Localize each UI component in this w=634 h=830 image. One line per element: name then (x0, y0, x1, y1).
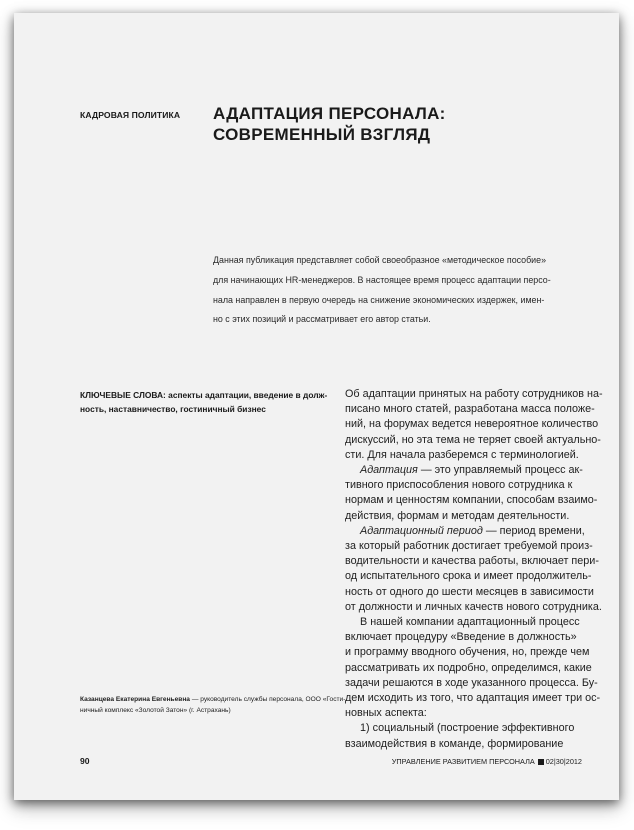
body-line: ний, на форумах ведется невероятное количество (345, 418, 599, 431)
body-line: от должности и личных качеств нового сотрудника. (345, 600, 602, 613)
lead-line: нала направлен в первую очередь на снижение экономических издержек, имен- (213, 294, 545, 305)
section-label: КАДРОВАЯ ПОЛИТИКА (80, 110, 181, 120)
page-number: 90 (80, 756, 90, 766)
author-role: — руководитель службы персонала, ООО «Гости- (189, 696, 346, 703)
issue-number: 02|30|2012 (545, 757, 582, 766)
body-line: действия, формам и методам деятельности. (345, 509, 570, 522)
definition-text: — период времени, (482, 524, 585, 537)
body-line: Об адаптации принятых на работу сотрудников на- (345, 388, 603, 400)
author-line: ничный комплекс «Золотой Затон» (г. Астрахань) (80, 707, 231, 714)
term-adaptation: Адаптация (360, 464, 418, 477)
author-line (80, 694, 346, 705)
body-line: тивного приспособления нового сотрудника к (345, 479, 573, 492)
body-line: новных аспекта: (345, 707, 427, 720)
keywords-block (80, 389, 328, 416)
body-line: писано много статей, разработана масса положе- (345, 403, 595, 416)
body-line: водительности и качества работы, включает пери- (345, 555, 599, 568)
journal-footer (392, 757, 582, 766)
keywords-label: КЛЮЧЕВЫЕ СЛОВА: (80, 390, 166, 400)
square-bullet-icon (538, 759, 544, 765)
author-note (80, 694, 346, 716)
body-line: ность от одного до шести месяцев в зависимости (345, 585, 594, 598)
body-line: рассматривать их подробно, определимся, какие (345, 661, 592, 674)
author-name: Казанцева Екатерина Евгеньевна (80, 696, 190, 703)
body-line: 1) социальный (построение эффективного (360, 722, 575, 735)
lead-line: Данная публикация представляет собой своеобразное «методическое пособие» (213, 255, 547, 265)
keywords-line: ность, наставничество, гостиничный бизнес (80, 403, 266, 414)
body-line: сти. Для начала разберемся с терминологией. (345, 448, 579, 461)
title-line: СОВРЕМЕННЫЙ ВЗГЛЯД (213, 125, 431, 144)
keywords-line (80, 389, 328, 403)
journal-name: УПРАВЛЕНИЕ РАЗВИТИЕМ ПЕРСОНАЛА (391, 757, 535, 766)
body-line: В нашей компании адаптационный процесс (360, 616, 580, 629)
body-line: включает процедуру «Введение в должность» (345, 631, 577, 644)
body-line: нормам и ценностям компании, способам взаимо- (345, 494, 598, 507)
body-line: дискуссий, но эта тема не теряет своей актуально- (345, 433, 601, 446)
lead-line: но с этих позиций и рассматривает его автор статьи. (213, 314, 431, 325)
term-adaptation-period: Адаптационный период (360, 524, 483, 537)
definition-text: — это управляемый процесс ак- (417, 464, 583, 477)
lead-line: для начинающих HR-менеджеров. В настоящее время процесс адаптации персо- (213, 274, 551, 285)
body-line: и программу вводного обучения, но, прежде чем (345, 646, 590, 659)
body-line: задачи решаются в ходе указанного процесса. Бу- (345, 676, 598, 689)
body-line (345, 524, 610, 539)
body-line: од испытательного срока и имеет продолжитель- (345, 570, 592, 583)
article-title (213, 103, 573, 145)
lead-paragraph (213, 251, 593, 330)
body-line: дем исходить из того, что адаптация имеет три ос- (345, 692, 601, 705)
body-line (345, 463, 610, 478)
body-line: взаимодействия в команде, формирование (345, 737, 564, 750)
magazine-page (14, 13, 619, 800)
title-line: АДАПТАЦИЯ ПЕРСОНАЛА: (213, 104, 446, 123)
keywords-text: аспекты адаптации, введение в долж- (168, 390, 328, 400)
body-line: за который работник достигает требуемой произ- (345, 540, 593, 553)
article-body (345, 387, 610, 752)
